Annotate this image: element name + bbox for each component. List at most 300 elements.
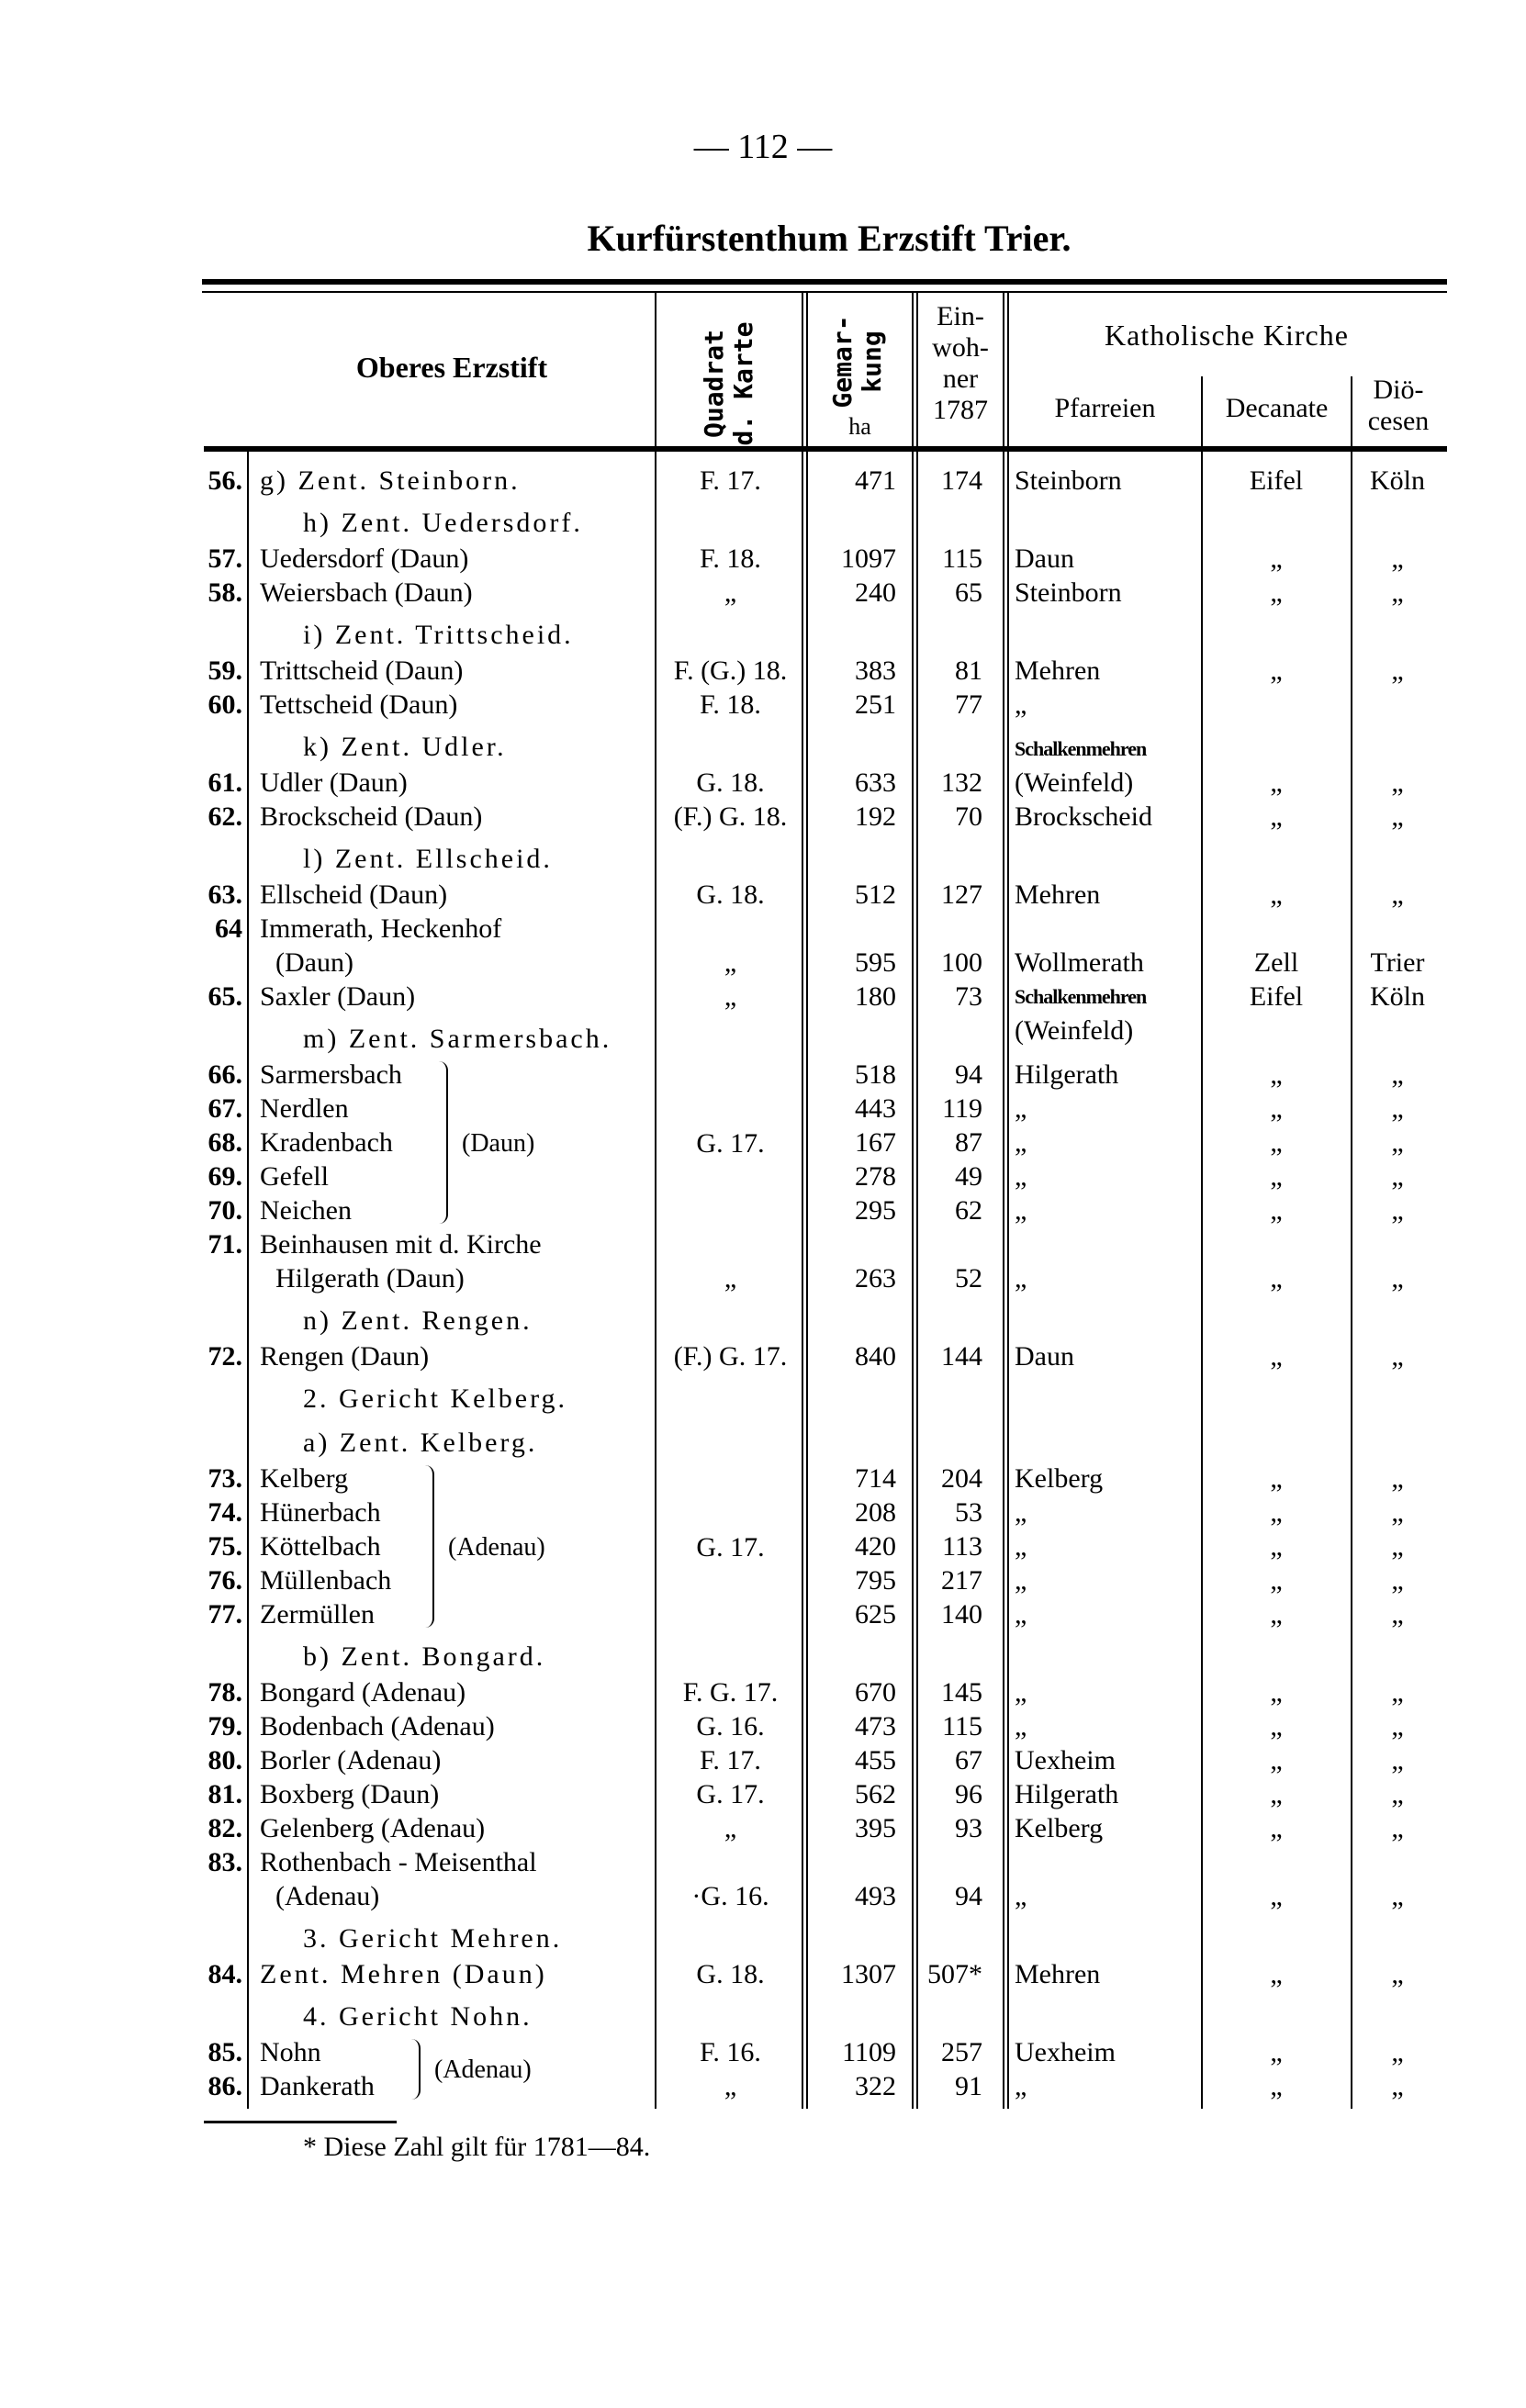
row-number: 76. — [208, 1565, 242, 1596]
decanat-cell: „ — [1270, 1161, 1283, 1192]
gemarkung-cell: 167 — [855, 1127, 896, 1158]
dioecese-cell: „ — [1391, 879, 1404, 910]
group-quadrat: G. 17. — [696, 1531, 765, 1562]
decanat-cell: „ — [1270, 879, 1283, 910]
top-thin-rule — [202, 291, 1447, 293]
einwohner-cell: 91 — [955, 2071, 982, 2101]
place-name: Kelberg — [260, 1463, 349, 1494]
table-row — [0, 542, 1526, 576]
gemarkung-cell: 251 — [855, 689, 896, 720]
table-row — [0, 1811, 1526, 1845]
header-divider — [802, 293, 803, 447]
pfarrei-cell: Steinborn — [1015, 577, 1122, 608]
table-row — [0, 1193, 1526, 1227]
gemarkung-cell: 208 — [855, 1497, 896, 1528]
einwohner-cell: 132 — [941, 767, 982, 798]
dioecese-cell: „ — [1391, 1711, 1404, 1742]
section-heading: h) Zent. Uedersdorf. — [303, 508, 583, 538]
place-name: Boxberg (Daun) — [260, 1779, 440, 1809]
einwohner-cell: 217 — [941, 1565, 982, 1596]
einwohner-cell: 53 — [955, 1497, 982, 1528]
decanat-cell: „ — [1270, 801, 1283, 832]
decanat-cell: „ — [1270, 1263, 1283, 1294]
header-gemarkung-line: Gemar- — [827, 315, 858, 409]
table-row — [0, 1879, 1526, 1913]
quadrat-cell: „ — [724, 981, 737, 1012]
gemarkung-cell: 518 — [855, 1059, 896, 1090]
header-quadrat — [700, 310, 758, 457]
row-number: 63. — [208, 879, 242, 910]
dioecese-cell: „ — [1391, 1531, 1404, 1562]
section-heading: 4. Gericht Nohn. — [303, 2001, 533, 2032]
pfarrei-cell: „ — [1015, 1599, 1027, 1630]
einwohner-cell: 73 — [955, 981, 982, 1012]
place-name: Bongard (Adenau) — [260, 1677, 466, 1708]
decanat-cell: „ — [1270, 1463, 1283, 1494]
quadrat-cell: F. (G.) 18. — [673, 655, 788, 686]
gemarkung-cell: 1097 — [841, 543, 896, 574]
table-row — [0, 654, 1526, 688]
gemarkung-cell: 322 — [855, 2071, 896, 2101]
table-row — [0, 1126, 1526, 1159]
group-district: (Adenau) — [434, 2055, 532, 2084]
group-district: (Daun) — [462, 1128, 535, 1158]
row-number: 69. — [208, 1161, 242, 1192]
gemarkung-cell: 263 — [855, 1263, 896, 1294]
dioecese-cell: „ — [1391, 2037, 1404, 2067]
top-thick-rule — [202, 279, 1447, 285]
section-heading-row — [0, 1014, 1526, 1058]
dioecese-cell: „ — [1391, 1263, 1404, 1294]
quadrat-cell: F. G. 17. — [682, 1677, 779, 1708]
gemarkung-cell: 473 — [855, 1711, 896, 1742]
dioecese-cell: „ — [1391, 1881, 1404, 1911]
table-row — [0, 2035, 1526, 2084]
table-row — [0, 1495, 1526, 1529]
row-number: 83. — [208, 1847, 242, 1877]
header-gemarkung — [828, 297, 887, 426]
einwohner-cell: 70 — [955, 801, 982, 832]
dioecese-cell: „ — [1391, 1745, 1404, 1775]
header-divider — [912, 293, 914, 447]
pfarrei-cell: Uexheim — [1015, 1745, 1116, 1775]
header-gemarkung-unit: ha — [848, 413, 871, 440]
decanat-cell: „ — [1270, 2071, 1283, 2101]
einwohner-cell: 174 — [941, 465, 982, 496]
einwohner-cell: 140 — [941, 1599, 982, 1630]
place-name: Saxler (Daun) — [260, 981, 416, 1012]
dioecese-cell: „ — [1391, 1599, 1404, 1630]
dioecese-cell: „ — [1391, 1959, 1404, 1989]
section-heading-row — [0, 610, 1526, 654]
quadrat-cell: F. 17. — [700, 1745, 761, 1775]
header-pfarreien: Pfarreien — [1054, 393, 1156, 423]
quadrat-cell: G. 18. — [696, 767, 765, 798]
place-name: Köttelbach — [260, 1531, 381, 1562]
pfarrei-cell: „ — [1015, 1497, 1027, 1528]
group-district: (Adenau) — [448, 1532, 545, 1562]
place-name: Kradenbach — [260, 1127, 393, 1158]
quadrat-cell: G. 16. — [696, 1711, 765, 1742]
gemarkung-cell: 840 — [855, 1341, 896, 1372]
table-row — [0, 1092, 1526, 1126]
quadrat-cell: „ — [724, 2071, 737, 2101]
einwohner-cell: 145 — [941, 1677, 982, 1708]
row-number: 72. — [208, 1341, 242, 1372]
row-number: 84. — [208, 1959, 242, 1989]
page-number: — 112 — — [693, 128, 833, 166]
pfarrei-cell: (Weinfeld) — [1015, 767, 1134, 798]
section-heading-row — [0, 722, 1526, 766]
header-einwohner-line: woh- — [932, 332, 989, 363]
einwohner-cell: 52 — [955, 1263, 982, 1294]
decanat-cell: „ — [1270, 1745, 1283, 1775]
row-number: 57. — [208, 543, 242, 574]
gemarkung-cell: 714 — [855, 1463, 896, 1494]
quadrat-cell: „ — [724, 1263, 737, 1294]
pfarrei-cell: „ — [1015, 1677, 1027, 1708]
place-name: (Daun) — [275, 947, 353, 978]
table-row — [0, 1529, 1526, 1563]
quadrat-cell: F. 16. — [700, 2037, 761, 2067]
quadrat-cell: ·G. 16. — [691, 1881, 769, 1911]
row-number: 79. — [208, 1711, 242, 1742]
decanat-cell: „ — [1270, 1813, 1283, 1843]
table-row — [0, 878, 1526, 912]
row-number: 56. — [208, 465, 242, 496]
dioecese-cell: „ — [1391, 577, 1404, 608]
place-name: Dankerath — [260, 2071, 375, 2101]
dioecese-cell: „ — [1391, 1341, 1404, 1372]
einwohner-cell: 119 — [942, 1093, 982, 1124]
pfarrei-cell: Mehren — [1015, 879, 1101, 910]
dioecese-cell: „ — [1391, 1497, 1404, 1528]
header-dioecesen-line: cesen — [1367, 406, 1430, 436]
pfarrei-cell: „ — [1015, 689, 1027, 720]
decanat-cell: „ — [1270, 1711, 1283, 1742]
place-name: Rothenbach - Meisenthal — [260, 1847, 537, 1877]
place-name: Ellscheid (Daun) — [260, 879, 448, 910]
place-name: Rengen (Daun) — [260, 1341, 430, 1372]
place-name: Hilgerath (Daun) — [275, 1263, 465, 1294]
place-name: Udler (Daun) — [260, 767, 408, 798]
decanat-cell: „ — [1270, 1093, 1283, 1124]
pfarrei-cell: Brockscheid — [1015, 801, 1152, 832]
pfarrei-cell: „ — [1015, 1565, 1027, 1596]
place-name: (Adenau) — [275, 1881, 380, 1911]
einwohner-cell: 100 — [941, 947, 982, 978]
quadrat-cell: F. 18. — [700, 543, 761, 574]
pfarrei-cell: Hilgerath — [1015, 1779, 1119, 1809]
gemarkung-cell: 1109 — [842, 2037, 896, 2067]
einwohner-cell: 96 — [955, 1779, 982, 1809]
place-name: Immerath, Heckenhof — [260, 913, 502, 944]
table-row — [0, 1563, 1526, 1597]
dioecese-cell: „ — [1391, 1161, 1404, 1192]
decanat-cell: „ — [1270, 1341, 1283, 1372]
row-number: 86. — [208, 2071, 242, 2101]
place-name: Hünerbach — [260, 1497, 381, 1528]
table-row — [0, 1227, 1526, 1261]
einwohner-cell: 257 — [941, 2037, 982, 2067]
row-number: 68. — [208, 1127, 242, 1158]
pfarrei-cell: Kelberg — [1015, 1463, 1104, 1494]
place-name: Borler (Adenau) — [260, 1745, 442, 1775]
einwohner-cell: 204 — [941, 1463, 982, 1494]
table-row — [0, 1845, 1526, 1879]
dioecese-cell: „ — [1391, 1565, 1404, 1596]
section-heading-row — [0, 834, 1526, 878]
row-number: 59. — [208, 655, 242, 686]
einwohner-cell: 62 — [955, 1195, 982, 1226]
pfarrei-cell: Wollmerath — [1015, 947, 1144, 978]
row-number: 60. — [208, 689, 242, 720]
section-heading: n) Zent. Rengen. — [303, 1305, 533, 1336]
gemarkung-cell: 383 — [855, 655, 896, 686]
section-heading: 3. Gericht Mehren. — [303, 1923, 563, 1954]
table-row — [0, 464, 1526, 498]
dioecese-cell: „ — [1391, 1677, 1404, 1708]
section-heading: m) Zent. Sarmersbach. — [303, 1024, 612, 1054]
table-row — [0, 1675, 1526, 1709]
pfarrei-cell: Uexheim — [1015, 2037, 1116, 2067]
quadrat-cell: „ — [724, 577, 737, 608]
row-number: 81. — [208, 1779, 242, 1809]
row-number: 77. — [208, 1599, 242, 1630]
header-gemarkung-line: kung — [857, 330, 887, 393]
row-number: 64 — [215, 913, 242, 944]
dioecese-cell: „ — [1391, 1463, 1404, 1494]
header-quadrat-line: d. Karte — [728, 321, 758, 446]
gemarkung-cell: 670 — [855, 1677, 896, 1708]
gemarkung-cell: 562 — [855, 1779, 896, 1809]
gemarkung-cell: 295 — [855, 1195, 896, 1226]
einwohner-cell: 81 — [955, 655, 982, 686]
pfarrei-cell: Mehren — [1015, 1959, 1101, 1989]
section-heading-row — [0, 1991, 1526, 2035]
einwohner-cell: 87 — [955, 1127, 982, 1158]
decanat-cell: „ — [1270, 1497, 1283, 1528]
gemarkung-cell: 493 — [855, 1881, 896, 1911]
decanat-cell: „ — [1270, 2037, 1283, 2067]
gemarkung-cell: 595 — [855, 947, 896, 978]
einwohner-cell: 94 — [955, 1059, 982, 1090]
decanat-cell: „ — [1270, 1779, 1283, 1809]
dioecese-cell: „ — [1391, 543, 1404, 574]
header-kirche: Katholische Kirche — [1105, 319, 1349, 352]
einwohner-cell: 94 — [955, 1881, 982, 1911]
quadrat-cell: „ — [724, 1813, 737, 1843]
quadrat-cell: G. 17. — [696, 1779, 765, 1809]
pfarrei-cell: „ — [1015, 1161, 1027, 1192]
table-body — [0, 464, 1526, 2103]
row-number: 71. — [208, 1229, 242, 1260]
decanat-cell: „ — [1270, 1195, 1283, 1226]
row-number: 62. — [208, 801, 242, 832]
section-heading-row — [0, 1295, 1526, 1339]
decanat-cell: „ — [1270, 1059, 1283, 1090]
pfarrei-cell: Schalkenmehren — [1015, 985, 1147, 1008]
place-name: Brockscheid (Daun) — [260, 801, 483, 832]
section-heading: 2. Gericht Kelberg. — [303, 1383, 568, 1414]
decanat-cell: „ — [1270, 655, 1283, 686]
gemarkung-cell: 795 — [855, 1565, 896, 1596]
header-decanate: Decanate — [1225, 393, 1329, 423]
row-number: 73. — [208, 1463, 242, 1494]
place-name: g) Zent. Steinborn. — [260, 465, 521, 496]
section-heading: k) Zent. Udler. — [303, 732, 507, 762]
einwohner-cell: 67 — [955, 1745, 982, 1775]
decanat-cell: „ — [1270, 1565, 1283, 1596]
table-row — [0, 1261, 1526, 1295]
dioecese-cell: „ — [1391, 1195, 1404, 1226]
place-name: Uedersdorf (Daun) — [260, 543, 469, 574]
row-number: 82. — [208, 1813, 242, 1843]
header-einwohner-line: ner — [942, 364, 979, 394]
place-name: Zent. Mehren (Daun) — [260, 1959, 547, 1989]
footnote-rule — [204, 2121, 397, 2123]
pfarrei-note: Schalkenmehren — [1015, 737, 1147, 760]
decanat-cell: „ — [1270, 543, 1283, 574]
page-title: Kurfürstenthum Erzstift Trier. — [587, 218, 1072, 259]
gemarkung-cell: 1307 — [841, 1959, 896, 1989]
table-row — [0, 1159, 1526, 1193]
place-name: Nohn — [260, 2037, 321, 2067]
dioecese-cell: „ — [1391, 655, 1404, 686]
decanat-cell: „ — [1270, 1677, 1283, 1708]
section-heading-row — [0, 1913, 1526, 1957]
header-divider — [655, 293, 656, 447]
pfarrei-cell: „ — [1015, 1093, 1027, 1124]
einwohner-cell: 115 — [942, 543, 982, 574]
decanat-cell: „ — [1270, 1959, 1283, 1989]
einwohner-cell: 93 — [955, 1813, 982, 1843]
place-name: Beinhausen mit d. Kirche — [260, 1229, 542, 1260]
decanat-cell: Eifel — [1249, 465, 1304, 496]
table-row — [0, 1597, 1526, 1631]
quadrat-cell: „ — [724, 947, 737, 978]
pfarrei-cell: „ — [1015, 1127, 1027, 1158]
row-number: 58. — [208, 577, 242, 608]
dioecese-cell: Köln — [1370, 465, 1425, 496]
table-row — [0, 576, 1526, 610]
place-name: Weiersbach (Daun) — [260, 577, 473, 608]
row-number: 67. — [208, 1093, 242, 1124]
dioecese-cell: „ — [1391, 2071, 1404, 2101]
row-number: 66. — [208, 1059, 242, 1090]
place-name: Sarmersbach — [260, 1059, 402, 1090]
einwohner-cell: 77 — [955, 689, 982, 720]
row-number: 85. — [208, 2037, 242, 2067]
gemarkung-cell: 471 — [855, 465, 896, 496]
dioecese-cell: „ — [1391, 1127, 1404, 1158]
group-quadrat: G. 17. — [696, 1127, 765, 1159]
dioecese-cell: „ — [1391, 1779, 1404, 1809]
pfarrei-cell: „ — [1015, 1881, 1027, 1911]
pfarrei-cell: Hilgerath — [1015, 1059, 1119, 1090]
section-heading: a) Zent. Kelberg. — [303, 1428, 538, 1458]
einwohner-cell: 115 — [942, 1711, 982, 1742]
einwohner-cell: 507* — [927, 1959, 982, 1989]
decanat-cell: „ — [1270, 1531, 1283, 1562]
header-bottom-rule — [204, 446, 1447, 452]
place-name: Tettscheid (Daun) — [260, 689, 458, 720]
header-dioecesen — [1352, 375, 1444, 437]
pfarrei-cell: Steinborn — [1015, 465, 1122, 496]
pfarrei-cell: Daun — [1015, 543, 1074, 574]
place-name: Neichen — [260, 1195, 352, 1226]
pfarrei-cell: Kelberg — [1015, 1813, 1104, 1843]
table-row — [0, 688, 1526, 722]
dioecese-cell: „ — [1391, 1093, 1404, 1124]
gemarkung-cell: 240 — [855, 577, 896, 608]
header-divider — [1003, 293, 1004, 447]
row-number: 61. — [208, 767, 242, 798]
dioecese-cell: „ — [1391, 1059, 1404, 1090]
header-einwohner-line: 1787 — [933, 395, 988, 425]
gemarkung-cell: 395 — [855, 1813, 896, 1843]
einwohner-cell: 113 — [942, 1531, 982, 1562]
pfarrei-cell: „ — [1015, 1263, 1027, 1294]
row-number: 75. — [208, 1531, 242, 1562]
section-heading-row — [0, 1373, 1526, 1417]
row-number: 78. — [208, 1677, 242, 1708]
einwohner-cell: 144 — [941, 1341, 982, 1372]
table-row — [0, 1743, 1526, 1777]
decanat-cell: Zell — [1253, 947, 1299, 978]
decanat-cell: „ — [1270, 767, 1283, 798]
pfarrei-cell: „ — [1015, 1531, 1027, 1562]
section-heading-row — [0, 1417, 1526, 1462]
dioecese-cell: Köln — [1370, 981, 1425, 1012]
place-name: Nerdlen — [260, 1093, 349, 1124]
dioecese-cell: „ — [1391, 767, 1404, 798]
row-number: 70. — [208, 1195, 242, 1226]
gemarkung-cell: 625 — [855, 1599, 896, 1630]
pfarrei-cell: „ — [1015, 2071, 1027, 2101]
header-quadrat-line: Quadrat — [699, 330, 729, 439]
section-heading: b) Zent. Bongard. — [303, 1641, 546, 1672]
quadrat-cell: F. 17. — [700, 465, 761, 496]
header-einwohner-line: Ein- — [937, 301, 984, 331]
gemarkung-cell: 443 — [855, 1093, 896, 1124]
gemarkung-cell: 633 — [855, 767, 896, 798]
pfarrei-note: (Weinfeld) — [1015, 1015, 1134, 1046]
table-row — [0, 800, 1526, 834]
decanat-cell: „ — [1270, 1599, 1283, 1630]
gemarkung-cell: 455 — [855, 1745, 896, 1775]
table-row — [0, 2069, 1526, 2103]
footnote: * Diese Zahl gilt für 1781—84. — [303, 2132, 651, 2162]
section-heading: l) Zent. Ellscheid. — [303, 844, 553, 874]
dioecese-cell: Trier — [1370, 947, 1425, 978]
row-number: 80. — [208, 1745, 242, 1775]
quadrat-cell: (F.) G. 18. — [673, 801, 788, 832]
header-section: Oberes Erzstift — [355, 351, 548, 384]
quadrat-cell: G. 18. — [696, 879, 765, 910]
gemarkung-cell: 192 — [855, 801, 896, 832]
place-name: Bodenbach (Adenau) — [260, 1711, 495, 1742]
pfarrei-cell: „ — [1015, 1711, 1027, 1742]
place-name: Trittscheid (Daun) — [260, 655, 464, 686]
pfarrei-cell: Mehren — [1015, 655, 1101, 686]
einwohner-cell: 49 — [955, 1161, 982, 1192]
table-row — [0, 946, 1526, 980]
place-name: Gefell — [260, 1161, 329, 1192]
gemarkung-cell: 420 — [855, 1531, 896, 1562]
header-einwohner — [918, 301, 1003, 426]
decanat-cell: „ — [1270, 1127, 1283, 1158]
